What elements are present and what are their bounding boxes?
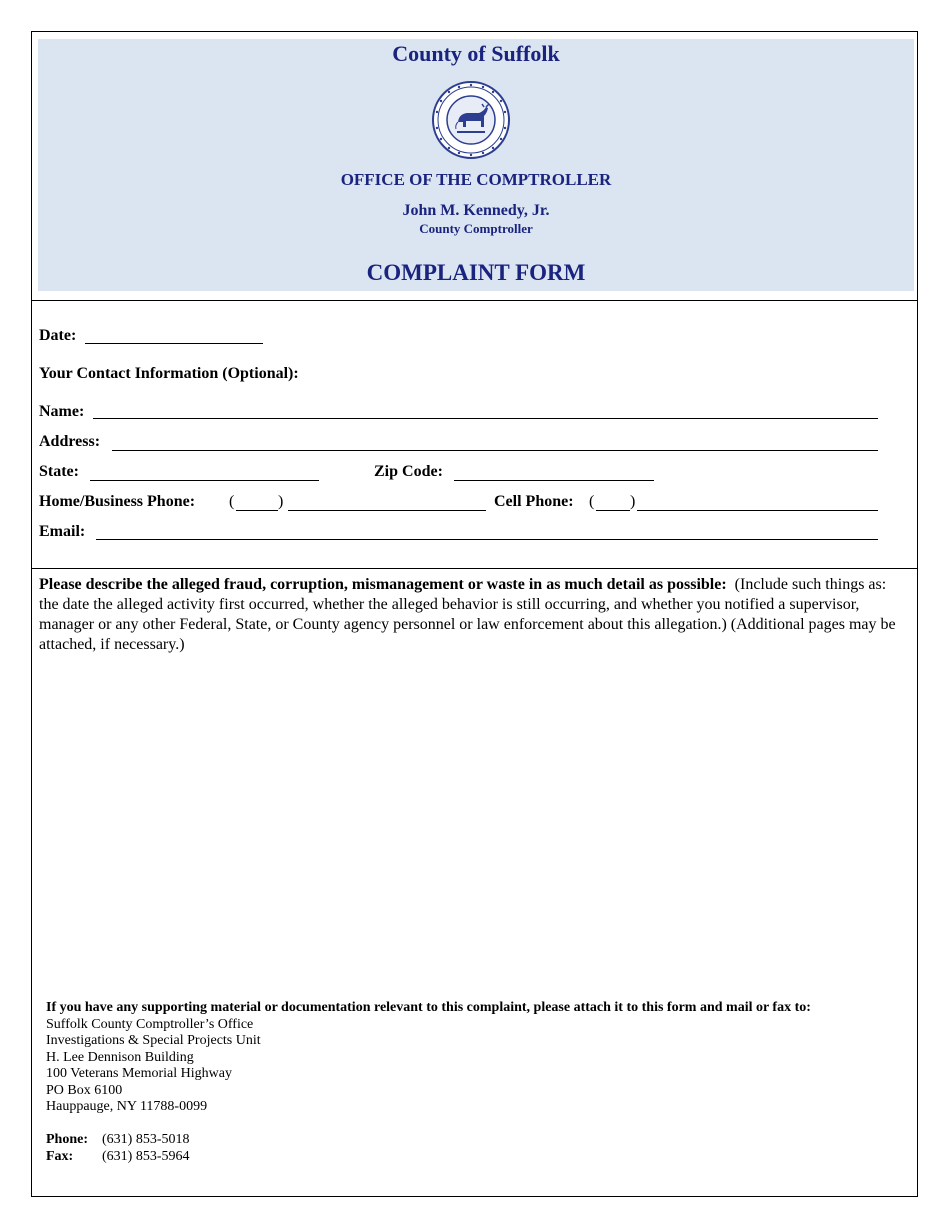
home-area-open-paren: ( [229,493,235,510]
office-title: OFFICE OF THE COMPTROLLER [340,170,612,189]
address-line: Suffolk County Comptroller’s Office [46,1016,254,1032]
home-area-code-field[interactable] [236,510,278,511]
description-area[interactable] [39,665,905,985]
address-line: 100 Veterans Memorial Highway [46,1066,232,1081]
address-line: PO Box 6100 [46,1082,123,1098]
email-field[interactable] [96,539,878,540]
cell-phone-field[interactable] [637,510,878,511]
description-details: (Include such things as: the date the alleged activity first occurred, whether the alleged behavior is still occurring, and whether you notified a supervisor, manager or any other Federal, State, or County agency personnel or law enforcement about this allegation.) (Additional pages may be attached, if necessary.) [39,576,896,653]
name-label: Name: [39,403,85,420]
address-field[interactable] [112,450,878,451]
phone-label: Phone: [46,1132,88,1147]
address-line: Hauppauge, NY 11788-0099 [46,1099,208,1114]
fax-number: (631) 853-5964 [102,1148,190,1164]
fax-row [46,1149,912,1166]
state-label: State: [39,463,79,480]
state-field[interactable] [90,480,319,481]
cell-area-open-paren: ( [589,493,595,510]
description-prompt: Please describe the alleged fraud, corruption, mismanagement or waste in as much detail as possible: [39,576,727,593]
form-header [38,39,914,291]
official-name: John M. Kennedy, Jr. [402,202,550,219]
contact-heading: Your Contact Information (Optional): [39,365,299,382]
cell-area-code-field[interactable] [596,510,630,511]
email-label: Email: [39,523,86,540]
home-area-close-paren: ) [278,493,284,510]
home-phone-field[interactable] [288,510,486,511]
address-label: Address: [39,433,101,450]
date-label: Date: [39,327,77,344]
cell-area-close-paren: ) [630,493,636,510]
county-name: County of Suffolk [392,41,560,66]
name-field[interactable] [93,418,878,419]
phone-row [46,1132,912,1149]
date-field[interactable] [85,343,263,344]
section-divider [31,568,918,569]
form-title: COMPLAINT FORM [366,260,586,285]
zip-code-label: Zip Code: [374,463,443,480]
phone-number: (631) 853-5018 [102,1132,190,1147]
address-line: H. Lee Dennison Building [46,1049,194,1065]
county-seal-icon [431,80,511,160]
mailing-info [46,1000,912,1165]
address-line: Investigations & Special Projects Unit [46,1033,261,1048]
cell-phone-label: Cell Phone: [494,493,574,510]
home-phone-label: Home/Business Phone: [39,493,196,510]
official-title: County Comptroller [419,221,533,236]
mailing-instruction: If you have any supporting material or documentation relevant to this complaint, please attach it to this form and mail or fax to: [46,1000,811,1015]
description-instructions [39,575,905,655]
fax-label: Fax: [46,1148,74,1164]
section-divider [31,300,918,301]
zip-code-field[interactable] [454,480,654,481]
